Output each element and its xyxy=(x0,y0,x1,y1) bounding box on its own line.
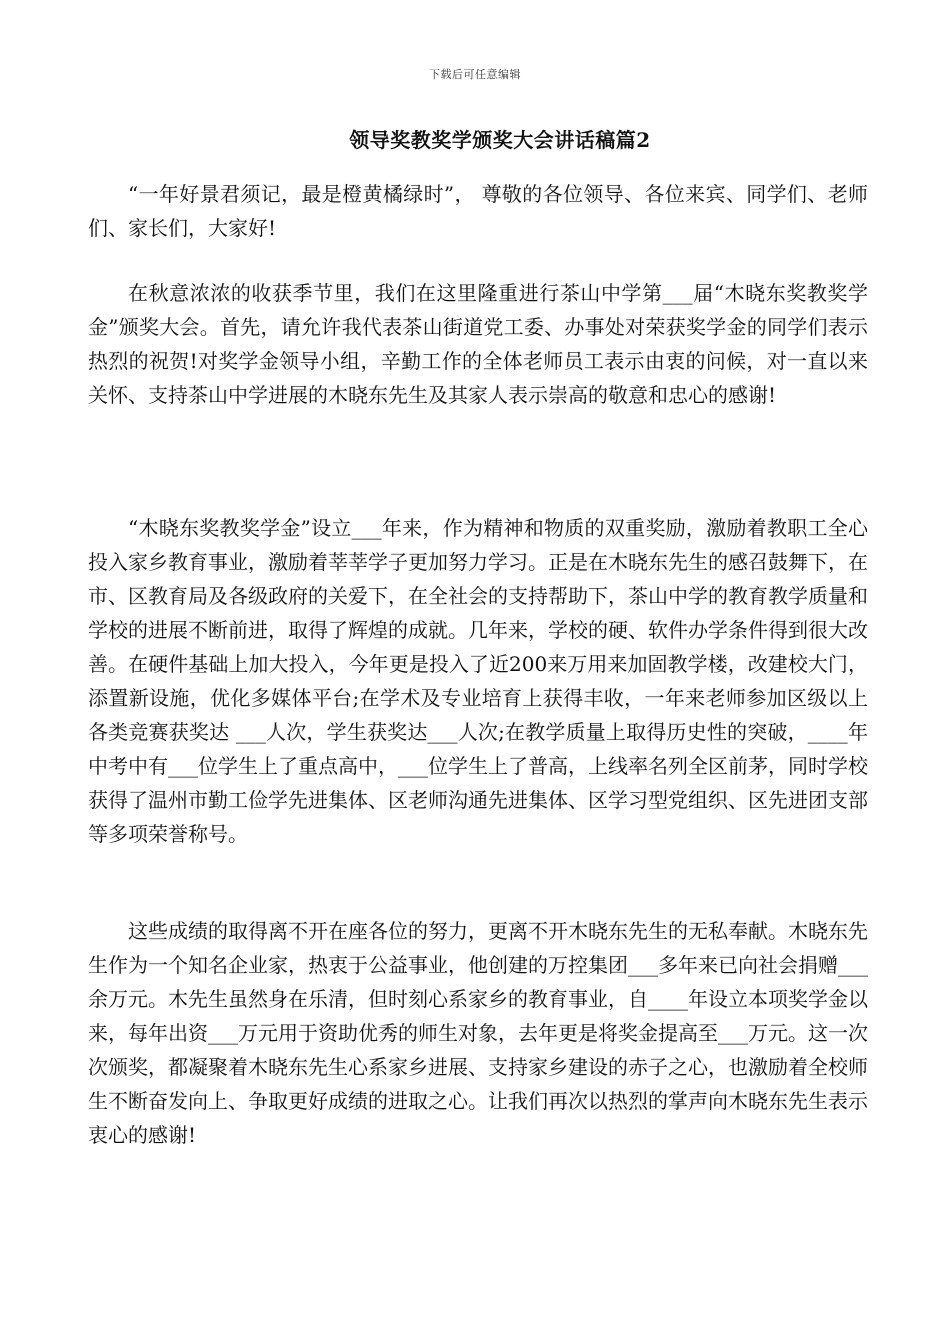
paragraph-greeting: “一年好景君须记，最是橙黄橘绿时”， 尊敬的各位领导、各位来宾、同学们、老师们、家长们，大家好! xyxy=(88,182,868,240)
paragraph-achievements: “木晓东奖教奖学金”设立___年来，作为精神和物质的双重奖励，激励着教职工全心投入家乡教育事业，激励着莘莘学子更加努力学习。正是在木晓东先生的感召鼓舞下，在市、区教育局及各级政府的关爱下，在全社会的支持帮助下，茶山中学的教育教学质量和学校的进展不断前进，取得了辉煌的成就。几年来，学校的硬、软件办学条件得到很大改善。在硬件基础上加大投入，今年更是投入了近200来万用来加固教学楼，改建校大门，添置新设施，优化多媒体平台;在学术及专业培育上获得丰收，一年来老师参加区级以上各类竞赛获奖达 ___人次，学生获奖达___人次;在教学质量上取得历史性的突破，____年中考中有___位学生上了重点高中，___位学生上了普高，上线率名列全区前茅，同时学校获得了温州市勤工俭学先进集体、区老师沟通先进集体、区学习型党组织、区先进团支部等多项荣誉称号。 xyxy=(88,516,868,846)
paragraph-opening: 在秋意浓浓的收获季节里，我们在这里隆重进行茶山中学第___届“木晓东奖教奖学金”颁奖大会。首先，请允许我代表茶山街道党工委、办事处对荣获奖学金的同学们表示热烈的祝贺!对奖学金领导小组，辛勤工作的全体老师员工表示由衷的问候，对一直以来关怀、支持茶山中学进展的木晓东先生及其家人表示崇高的敬意和忠心的感谢! xyxy=(88,281,868,407)
document-title: 领导奖教奖学颁奖大会讲话稿篇2 xyxy=(349,128,651,152)
header-note: 下载后可任意编辑 xyxy=(429,68,521,81)
paragraph-gratitude: 这些成绩的取得离不开在座各位的努力，更离不开木晓东先生的无私奉献。木晓东先生作为一个知名企业家，热衷于公益事业，他创建的万控集团___多年来已向社会捐赠___余万元。木先生虽然身在乐清，但时刻心系家乡的教育事业，自____年设立本项奖学金以来，每年出资___万元用于资助优秀的师生对象，去年更是将奖金提高至___万元。这一次次颁奖，都凝聚着木晓东先生心系家乡进展、支持家乡建设的赤子之心，也激励着全校师生不断奋发向上、争取更好成绩的进取之心。让我们再次以热烈的掌声向木晓东先生表示衷心的感谢! xyxy=(88,919,868,1147)
